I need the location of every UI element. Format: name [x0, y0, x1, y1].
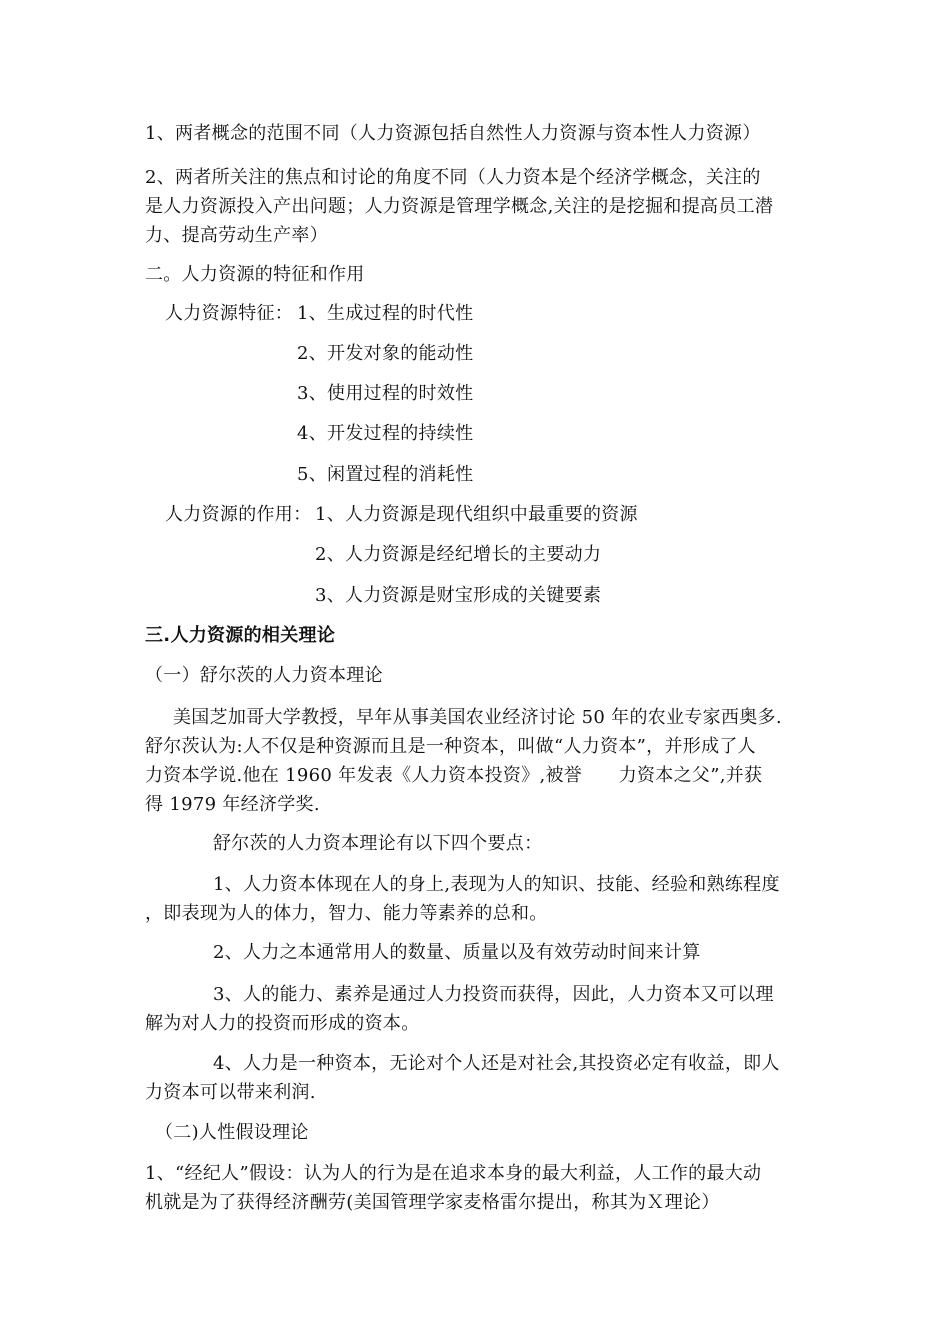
feature-item: 5、闲置过程的消耗性 — [297, 464, 474, 485]
comparison-point-2-line-1: 2、两者所关注的焦点和讨论的角度不同（人力资本是个经济学概念，关注的 — [145, 167, 761, 188]
feature-item: 4、开发过程的持续性 — [297, 423, 474, 444]
schultz-point-3-line-2: 解为对人力的投资而形成的资本。 — [145, 1013, 420, 1034]
schultz-point-3-line-1: 3、人的能力、素养是通过人力投资而获得，因此，人力资本又可以理 — [213, 984, 774, 1005]
comparison-point-2-line-2: 是人力资源投入产出问题；人力资源是管理学概念,关注的是挖掘和提高员工潜 — [145, 196, 774, 217]
role-item: 1、人力资源是现代组织中最重要的资源 — [315, 504, 638, 525]
schultz-intro-line-4: 得 1979 年经济学奖. — [145, 794, 320, 815]
schultz-point-4-line-2: 力资本可以带来利润. — [145, 1082, 316, 1103]
schultz-intro-line-3: 力资本学说.他在 1960 年发表《人力资本投资》,被誉 力资本之父”,并获 — [145, 765, 763, 786]
feature-item: 3、使用过程的时效性 — [297, 383, 474, 404]
role-item: 2、人力资源是经纪增长的主要动力 — [315, 544, 602, 565]
roles-label: 人力资源的作用： — [165, 504, 312, 525]
schultz-points-intro: 舒尔茨的人力资本理论有以下四个要点： — [213, 833, 543, 854]
comparison-point-2-line-3: 力、提高劳动生产率） — [145, 225, 328, 246]
schultz-intro-line-1: 美国芝加哥大学教授，早年从事美国农业经济讨论 50 年的农业专家西奥多. — [173, 707, 782, 728]
schultz-point-2: 2、人力之本通常用人的数量、质量以及有效劳动时间来计算 — [213, 942, 701, 963]
schultz-point-1-line-2: ，即表现为人的体力，智力、能力等素养的总和。 — [145, 903, 548, 924]
economic-man-line-2: 机就是为了获得经济酬劳(美国管理学家麦格雷尔提出，称其为Ｘ理论） — [145, 1192, 720, 1213]
comparison-point-1: 1、两者概念的范围不同（人力资源包括自然性人力资源与资本性人力资源） — [145, 123, 761, 144]
schultz-intro-line-2: 舒尔茨认为:人不仅是种资源而且是一种资本，叫做“人力资本”，并形成了人 — [145, 736, 756, 757]
economic-man-line-1: 1、“经纪人”假设：认为人的行为是在追求本身的最大利益，人工作的最大动 — [145, 1163, 762, 1184]
section-2-heading: 二。人力资源的特征和作用 — [145, 264, 365, 285]
section-3-heading: 三.人力资源的相关理论 — [145, 625, 336, 646]
schultz-point-4-line-1: 4、人力是一种资本，无论对个人还是对社会,其投资必定有收益，即人 — [213, 1053, 780, 1074]
feature-item: 2、开发对象的能动性 — [297, 343, 474, 364]
schultz-theory-heading: （一）舒尔茨的人力资本理论 — [145, 665, 383, 686]
schultz-point-1-line-1: 1、人力资本体现在人的身上,表现为人的知识、技能、经验和熟练程度 — [213, 874, 780, 895]
feature-item: 1、生成过程的时代性 — [297, 303, 474, 324]
features-label: 人力资源特征： — [165, 303, 294, 324]
human-nature-theory-heading: （二)人性假设理论 — [155, 1122, 309, 1143]
role-item: 3、人力资源是财宝形成的关键要素 — [315, 585, 602, 606]
